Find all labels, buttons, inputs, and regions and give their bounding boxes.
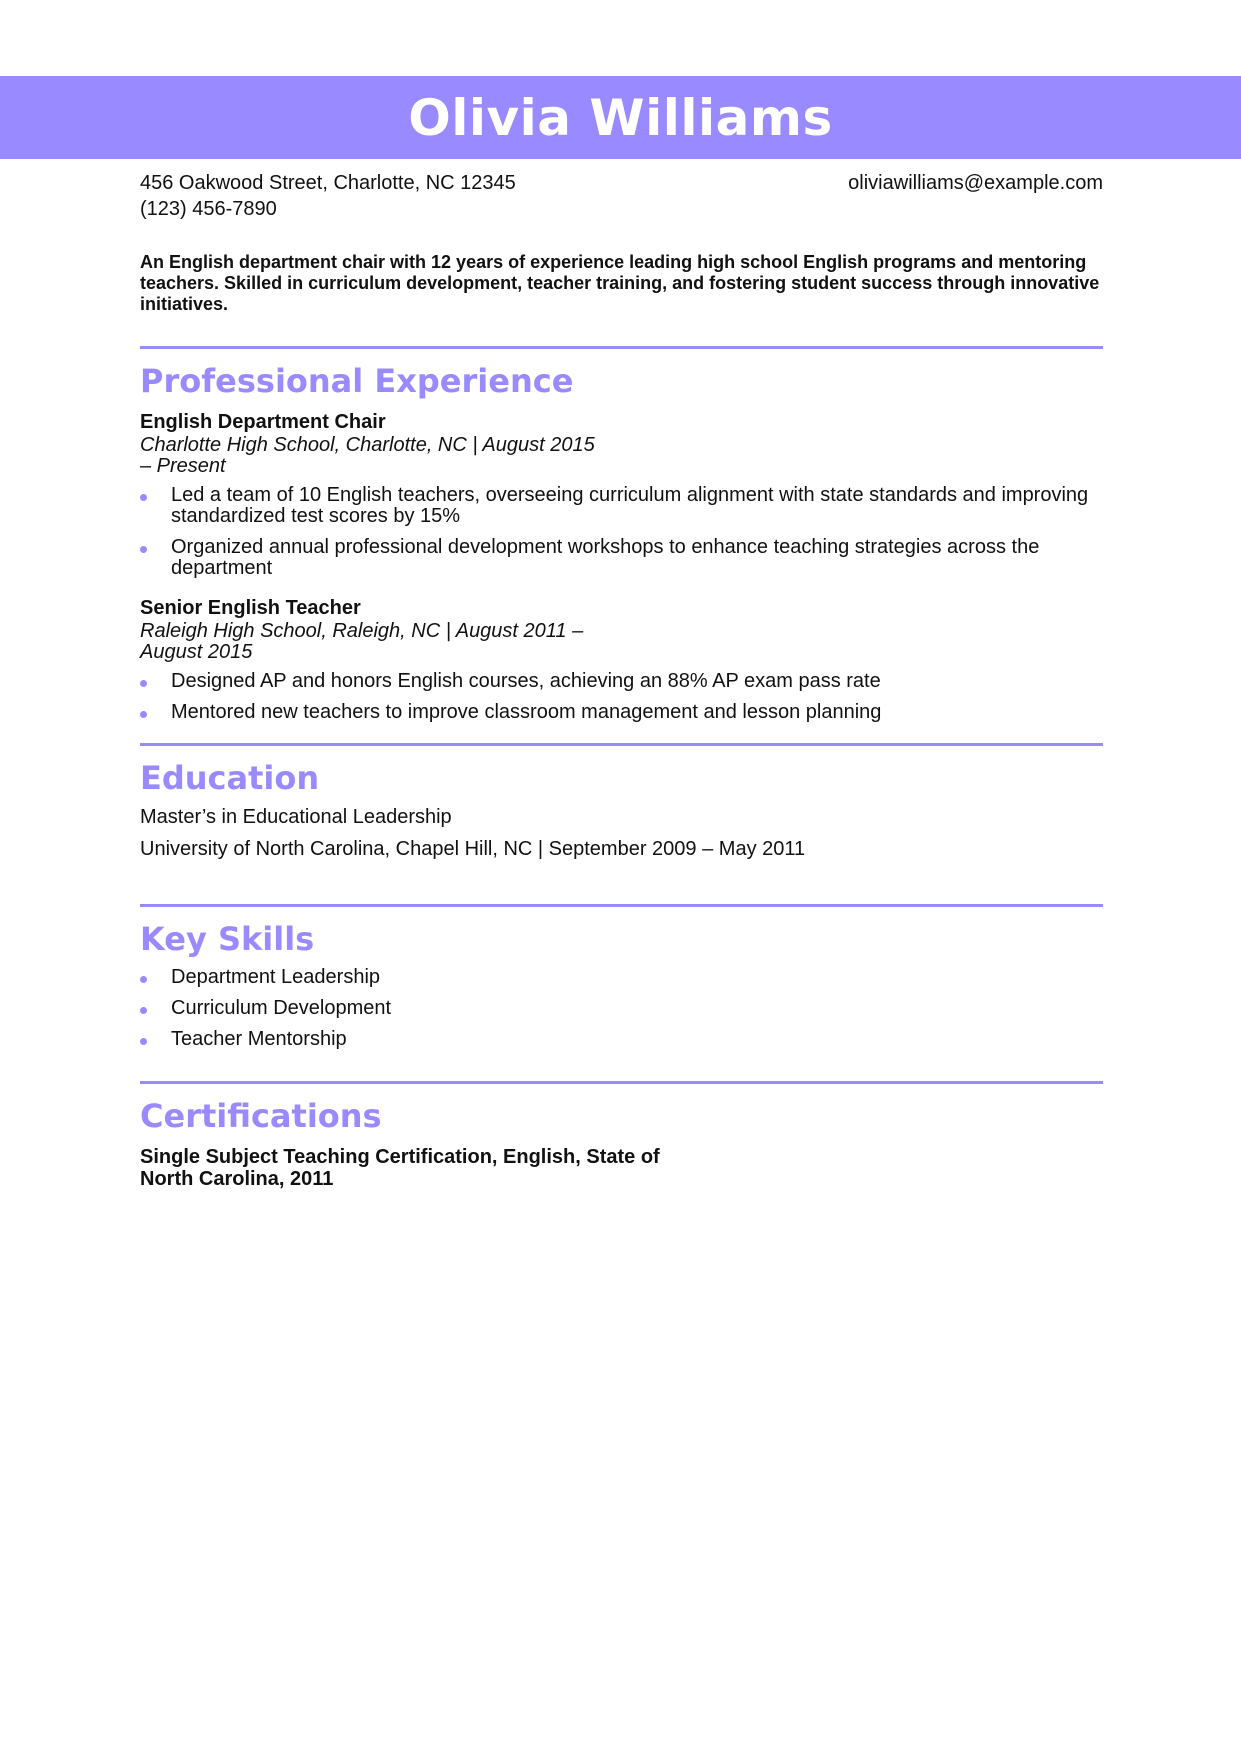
job-entry [140, 595, 1103, 723]
candidate-name: Olivia Williams [408, 88, 833, 147]
section-title-skills: Key Skills [140, 920, 315, 958]
skills-list [140, 967, 1103, 1050]
address: 456 Oakwood Street, Charlotte, NC 12345 [140, 172, 516, 194]
job-entry [140, 409, 1103, 579]
section-divider [140, 346, 1103, 349]
certification: Single Subject Teaching Certification, English, State of North Carolina, 2011 [140, 1146, 660, 1190]
contact-left [140, 170, 516, 222]
list-item: Organized annual professional development workshops to enhance teaching strategies across the department [140, 537, 1103, 579]
list-item: Department Leadership [140, 967, 1103, 988]
phone: (123) 456-7890 [140, 198, 277, 220]
email: oliviawilliams@example.com [848, 172, 1103, 194]
section-title-experience: Professional Experience [140, 362, 574, 400]
list-item: Teacher Mentorship [140, 1029, 1103, 1050]
education-degree: Master’s in Educational Leadership [140, 806, 452, 828]
job-title: English Department Chair [140, 411, 386, 433]
list-item: Designed AP and honors English courses, achieving an 88% AP exam pass rate [140, 671, 1103, 692]
job-title: Senior English Teacher [140, 597, 361, 619]
contact-info [140, 170, 1103, 222]
section-divider [140, 904, 1103, 907]
list-item: Curriculum Development [140, 998, 1103, 1019]
section-divider [140, 1081, 1103, 1084]
section-title-certifications: Certifications [140, 1097, 382, 1135]
job-bullets [140, 671, 1103, 723]
job-meta: Charlotte High School, Charlotte, NC | August 2015 – Present [140, 434, 595, 477]
job-meta: Raleigh High School, Raleigh, NC | August 2011 – August 2015 [140, 620, 584, 663]
section-title-education: Education [140, 759, 320, 797]
section-divider [140, 743, 1103, 746]
resume-body [140, 170, 1103, 1190]
list-item: Led a team of 10 English teachers, overseeing curriculum alignment with state standards and improving standardized test scores by 15% [140, 485, 1103, 527]
list-item: Mentored new teachers to improve classroom management and lesson planning [140, 702, 1103, 723]
header-band [0, 76, 1241, 159]
summary: An English department chair with 12 years of experience leading high school English programs and mentoring teachers. Skilled in curriculum development, teacher training, and fostering student success through innovative initiatives. [140, 252, 1100, 314]
job-bullets [140, 485, 1103, 579]
education-school: University of North Carolina, Chapel Hill, NC | September 2009 – May 2011 [140, 838, 806, 860]
